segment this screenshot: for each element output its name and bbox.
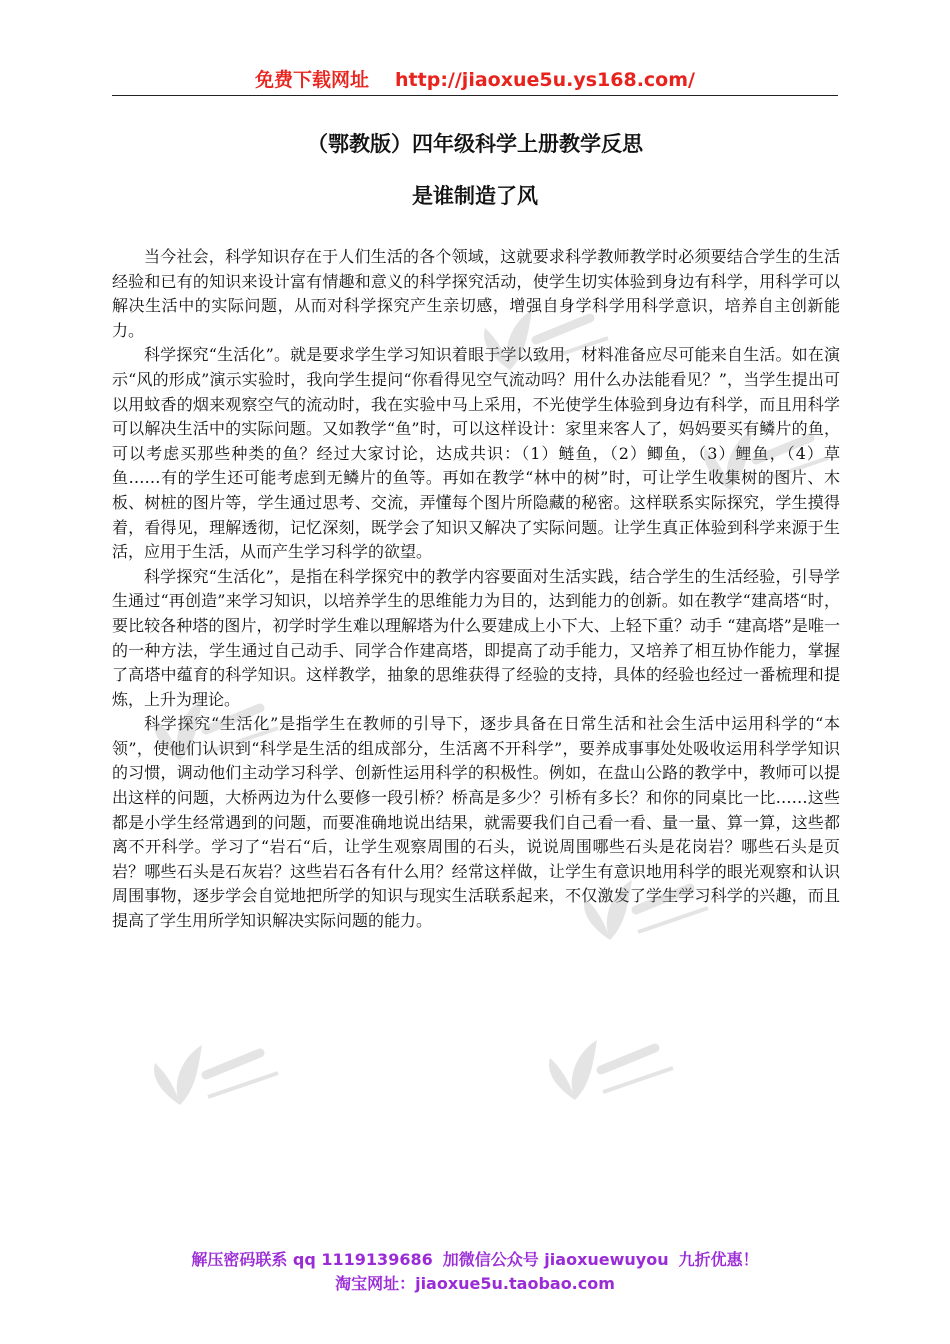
header-url-link[interactable]: http://jiaoxue5u.ys168.com/ (395, 69, 695, 91)
watermark-logo (505, 1030, 705, 1120)
footer-wechat: 加微信公众号 jiaoxuewuyou (442, 1250, 669, 1269)
header-divider (112, 95, 838, 96)
download-header (112, 66, 838, 94)
footer-password-contact: 解压密码联系 qq 1119139686 (191, 1250, 433, 1269)
watermark-logo (110, 1035, 310, 1125)
document-body (112, 245, 840, 934)
paragraph-2: 科学探究“生活化”。就是要求学生学习知识着眼于学以致用，材料准备应尽可能来自生活。如在演示“风的形成”演示实验时，我向学生提问“你看得见空气流动吗？用什么办法能看见？”，当学生提出可以用蚊香的烟来观察空气的流动时，我在实验中马上采用，不光使学生体验到身边有科学，而且用科学可以解决生活中的实际问题。又如教学“鱼”时，可以这样设计：家里来客人了，妈妈要买有鳞片的鱼，可以考虑买那些种类的鱼？经过大家讨论，达成共识：（1）鲢鱼，（2）鲫鱼，（3）鲤鱼，（4）草鱼……有的学生还可能考虑到无鳞片的鱼等。再如在教学“林中的树”时，可让学生收集树的图片、木板、树桩的图片等，学生通过思考、交流，弄懂每个图片所隐藏的秘密。这样联系实际探究，学生摸得着，看得见，理解透彻，记忆深刻，既学会了知识又解决了实际问题。让学生真正体验到科学来源于生活，应用于生活，从而产生学习科学的欲望。 (112, 345, 840, 562)
footer-discount: 九折优惠！ (678, 1250, 759, 1269)
header-label: 免费下载网址 (255, 69, 370, 91)
leaf-logo-icon (505, 1030, 705, 1120)
footer-contact-line (112, 1247, 838, 1270)
document-subtitle: 是谁制造了风 (412, 184, 538, 208)
footer-taobao-link[interactable]: 淘宝网址：jiaoxue5u.taobao.com (335, 1274, 615, 1293)
document-title: （鄂教版）四年级科学上册教学反思 (307, 132, 643, 156)
leaf-logo-icon (110, 1035, 310, 1125)
paragraph-4: 科学探究“生活化”是指学生在教师的引导下，逐步具备在日常生活和社会生活中运用科学的“本领”，使他们认识到“科学是生活的组成部分，生活离不开科学”，要养成事事处处吸收运用科学学知识的习惯，调动他们主动学习科学、创新性运用科学的积极性。例如，在盘山公路的教学中，教师可以提出这样的问题，大桥两边为什么要修一段引桥？桥高是多少？引桥有多长？和你的同桌比一比……这些都是小学生经常遇到的问题，而要准确地说出结果，就需要我们自己看一看、量一量、算一算，这些都离不开科学。学习了“岩石“后，让学生观察周围的石头，说说周围哪些石头是花岗岩？哪些石头是页岩？哪些石头是石灰岩？这些岩石各有什么用？经常这样做，让学生有意识地用科学的眼光观察和认识周围事物，逐步学会自觉地把所学的知识与现实生活联系起来，不仅激发了学生学习科学的兴趣，而且提高了学生用所学知识解决实际问题的能力。 (112, 714, 840, 931)
paragraph-3: 科学探究“生活化”，是指在科学探究中的教学内容要面对生活实践，结合学生的生活经验，引导学生通过“再创造”来学习知识，以培养学生的思维能力为目的，达到能力的创新。如在教学“建高塔“时，要比较各种塔的图片，初学时学生难以理解塔为什么要建成上小下大、上轻下重？动手 “建高塔”是唯一的一种方法，学生通过自己动手、同学合作建高塔，即提高了动手能力，又培养了相互协作能力，掌握了高塔中蕴育的科学知识。这样教学，抽象的思维获得了经验的支持，具体的经验也经过一番梳理和提炼，上升为理论。 (112, 566, 840, 709)
paragraph-1: 当今社会，科学知识存在于人们生活的各个领域，这就要求科学教师教学时必须要结合学生的生活经验和已有的知识来设计富有情趣和意义的科学探究活动，使学生切实体验到身边有科学，用科学可以解决生活中的实际问题，从而对科学探究产生亲切感，增强自身学科学用科学意识，培养自主创新能力。 (112, 247, 840, 340)
